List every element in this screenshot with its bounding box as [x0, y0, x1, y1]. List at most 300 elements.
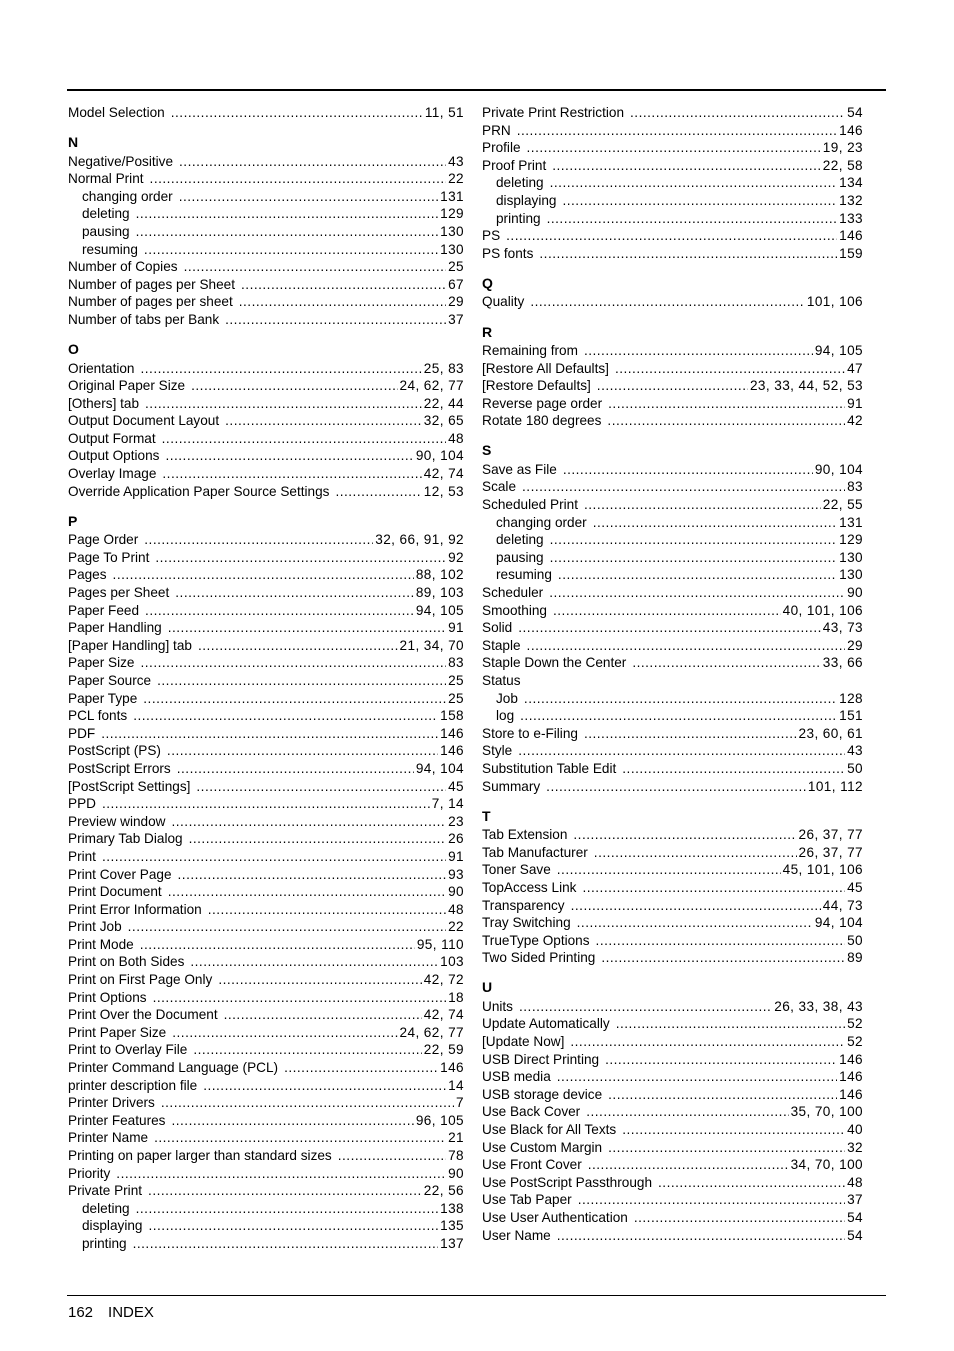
page-reference: 22, 44 — [423, 395, 464, 411]
index-term: Number of Copies — [68, 259, 178, 275]
index-term: Printing on paper larger than standard sizes — [68, 1148, 332, 1164]
dot-leader — [179, 153, 446, 171]
index-entry — [68, 742, 464, 760]
index-subentry — [68, 1235, 464, 1253]
bottom-rule — [67, 1295, 886, 1296]
index-entry — [482, 725, 863, 743]
index-term: Substitution Table Edit — [482, 760, 617, 776]
index-entry — [68, 1094, 464, 1112]
dot-leader — [539, 245, 837, 263]
page-reference: 133 — [839, 210, 863, 226]
index-term: Paper Size — [68, 655, 135, 671]
index-entry — [68, 883, 464, 901]
index-term: printing — [82, 1235, 127, 1251]
dot-leader — [101, 725, 438, 743]
index-entry — [68, 1077, 464, 1095]
index-entry — [68, 311, 464, 329]
index-entry — [482, 104, 863, 122]
page-reference: 48 — [448, 430, 464, 446]
index-term: [Update Now] — [482, 1034, 565, 1050]
page-reference: 23, 33, 44, 52, 53 — [749, 378, 863, 394]
index-entry — [68, 447, 464, 465]
index-entry — [482, 619, 863, 637]
index-entry — [68, 901, 464, 919]
dot-leader — [335, 483, 421, 501]
page-reference: 42, 74 — [423, 1007, 464, 1023]
dot-leader — [167, 742, 438, 760]
page-reference: 26, 33, 38, 43 — [774, 998, 863, 1014]
dot-leader — [596, 932, 846, 950]
dot-leader — [552, 157, 821, 175]
index-term: Override Application Paper Source Settings — [68, 483, 330, 499]
dot-leader — [608, 1086, 837, 1104]
dot-leader — [102, 795, 430, 813]
index-term: Print Paper Size — [68, 1024, 167, 1040]
index-entry — [482, 461, 863, 479]
index-entry — [68, 483, 464, 501]
index-term: Remaining from — [482, 342, 578, 358]
index-term: Tray Switching — [482, 915, 571, 931]
index-entry — [68, 813, 464, 831]
index-term: Preview window — [68, 813, 166, 829]
index-term: deleting — [82, 1200, 130, 1216]
index-term: Use Back Cover — [482, 1104, 581, 1120]
page-reference: 90, 104 — [814, 461, 863, 477]
index-subentry — [482, 174, 863, 192]
index-term: Tab Extension — [482, 827, 568, 843]
index-term: Summary — [482, 778, 541, 794]
dot-leader — [168, 619, 446, 637]
index-entry — [68, 672, 464, 690]
index-entry — [482, 1051, 863, 1069]
index-entry — [68, 1041, 464, 1059]
index-term: Tab Manufacturer — [482, 844, 588, 860]
index-entry — [482, 914, 863, 932]
page-reference: 22, 55 — [822, 497, 863, 513]
dot-leader — [157, 672, 446, 690]
dot-leader — [582, 879, 845, 897]
dot-leader — [616, 1015, 845, 1033]
index-entry — [68, 830, 464, 848]
page-reference: 135 — [440, 1218, 464, 1234]
dot-leader — [607, 412, 845, 430]
index-term: Smoothing — [482, 602, 547, 618]
dot-leader — [128, 918, 446, 936]
page-reference: 44, 73 — [822, 897, 863, 913]
dot-leader — [133, 707, 438, 725]
index-term: Output Document Layout — [68, 413, 220, 429]
dot-leader — [608, 1139, 845, 1157]
dot-leader — [338, 1147, 446, 1165]
dot-leader — [144, 241, 438, 259]
index-term: Profile — [482, 140, 521, 156]
dot-leader — [577, 914, 813, 932]
index-entry — [482, 998, 863, 1016]
page-reference: 45 — [847, 879, 863, 895]
index-entry — [68, 953, 464, 971]
index-term: Page To Print — [68, 549, 150, 565]
index-term: Private Print — [68, 1183, 143, 1199]
index-term: Transparency — [482, 897, 565, 913]
index-entry — [68, 1129, 464, 1147]
index-entry — [68, 531, 464, 549]
dot-leader — [198, 637, 398, 655]
index-term: Scale — [482, 479, 517, 495]
page-reference: 130 — [440, 241, 464, 257]
index-term: Staple Down the Center — [482, 655, 627, 671]
index-entry — [482, 139, 863, 157]
index-entry — [68, 602, 464, 620]
dot-leader — [557, 1068, 837, 1086]
dot-leader — [145, 602, 414, 620]
page-reference: 130 — [440, 223, 464, 239]
dot-leader — [518, 619, 821, 637]
page-reference: 42 — [847, 413, 863, 429]
index-entry — [68, 619, 464, 637]
page-reference: 47 — [847, 360, 863, 376]
page-reference: 129 — [839, 532, 863, 548]
index-term: Output Options — [68, 448, 160, 464]
dot-leader — [527, 139, 821, 157]
index-entry — [68, 1182, 464, 1200]
index-entry — [68, 1112, 464, 1130]
page-reference: 26, 37, 77 — [798, 827, 863, 843]
page-reference: 83 — [847, 479, 863, 495]
index-term: Negative/Positive — [68, 153, 174, 169]
dot-leader — [148, 1217, 438, 1235]
index-entry — [482, 654, 863, 672]
dot-leader — [557, 1227, 845, 1245]
index-entry — [68, 989, 464, 1007]
index-letter-heading: U — [482, 979, 493, 996]
dot-leader — [171, 1112, 413, 1130]
dot-leader — [578, 1191, 845, 1209]
dot-leader — [175, 584, 414, 602]
dot-leader — [634, 1209, 845, 1227]
index-entry — [68, 1006, 464, 1024]
dot-leader — [184, 258, 447, 276]
index-letter-heading: O — [68, 341, 79, 358]
dot-leader — [224, 1006, 422, 1024]
dot-leader — [133, 1235, 439, 1253]
index-term: Use PostScript Passthrough — [482, 1174, 653, 1190]
index-term: Use Custom Margin — [482, 1139, 603, 1155]
dot-leader — [179, 188, 438, 206]
dot-leader — [193, 1041, 421, 1059]
index-entry — [68, 1147, 464, 1165]
page-reference: 151 — [839, 708, 863, 724]
dot-leader — [136, 205, 438, 223]
index-subentry — [68, 205, 464, 223]
index-term: deleting — [82, 206, 130, 222]
index-letter-heading: P — [68, 512, 78, 529]
index-letter-heading: S — [482, 442, 492, 459]
page-reference: 90, 104 — [415, 448, 464, 464]
index-term: Two Sided Printing — [482, 950, 596, 966]
page-reference: 131 — [440, 188, 464, 204]
dot-leader — [519, 998, 772, 1016]
index-term: changing order — [496, 514, 587, 530]
page-reference: 89 — [847, 950, 863, 966]
index-term: Number of tabs per Bank — [68, 311, 220, 327]
index-term: Page Order — [68, 532, 139, 548]
index-term: Paper Feed — [68, 602, 140, 618]
index-entry — [68, 465, 464, 483]
page-reference: 146 — [839, 122, 863, 138]
dot-leader — [241, 276, 446, 294]
index-term: Pages — [68, 567, 107, 583]
index-entry — [68, 654, 464, 672]
page-reference: 131 — [839, 514, 863, 530]
index-subentry — [482, 690, 863, 708]
index-entry — [482, 1121, 863, 1139]
dot-leader — [550, 174, 837, 192]
index-entry — [68, 293, 464, 311]
page-reference: 25 — [448, 672, 464, 688]
page-reference: 48 — [847, 1174, 863, 1190]
dot-leader — [162, 430, 446, 448]
index-entry — [68, 795, 464, 813]
index-term: resuming — [82, 241, 138, 257]
page-reference: 90 — [847, 585, 863, 601]
index-subentry — [482, 531, 863, 549]
dot-leader — [605, 1051, 837, 1069]
index-term: PS — [482, 228, 501, 244]
page-reference: 92 — [448, 549, 464, 565]
page-reference: 90 — [448, 1165, 464, 1181]
page-reference: 146 — [839, 1051, 863, 1067]
index-subentry — [482, 549, 863, 567]
index-term: PS fonts — [482, 245, 534, 261]
index-term: Original Paper Size — [68, 378, 186, 394]
index-term: [Restore Defaults] — [482, 378, 591, 394]
index-entry — [68, 971, 464, 989]
page-reference: 29 — [847, 637, 863, 653]
dot-leader — [161, 1094, 454, 1112]
index-entry — [68, 1024, 464, 1042]
index-entry — [68, 725, 464, 743]
dot-leader — [177, 760, 414, 778]
page-reference: 94, 104 — [814, 915, 863, 931]
dot-leader — [658, 1174, 845, 1192]
dot-leader — [162, 465, 421, 483]
page-reference: 29 — [448, 294, 464, 310]
dot-leader — [203, 1077, 446, 1095]
page-reference: 134 — [839, 175, 863, 191]
page-reference: 91 — [448, 620, 464, 636]
index-term: USB media — [482, 1069, 551, 1085]
dot-leader — [225, 412, 422, 430]
index-term: Update Automatically — [482, 1016, 610, 1032]
page-reference: 130 — [839, 549, 863, 565]
index-term: Print to Overlay File — [68, 1042, 188, 1058]
index-term: Use Front Cover — [482, 1157, 582, 1173]
page-reference: 54 — [847, 1209, 863, 1225]
index-term: Normal Print — [68, 171, 144, 187]
dot-leader — [178, 866, 447, 884]
index-term: Print on Both Sides — [68, 954, 185, 970]
dot-leader — [116, 1165, 446, 1183]
page-reference: 94, 105 — [814, 342, 863, 358]
dot-leader — [141, 360, 422, 378]
index-entry — [482, 395, 863, 413]
index-term: log — [496, 708, 515, 724]
index-column-right — [482, 104, 863, 1244]
page-reference: 96, 105 — [415, 1112, 464, 1128]
index-term: Print Error Information — [68, 901, 202, 917]
index-term: USB storage device — [482, 1086, 603, 1102]
page-reference: 90 — [448, 884, 464, 900]
index-term: Use Black for All Texts — [482, 1122, 617, 1138]
index-entry — [482, 1227, 863, 1245]
index-entry — [482, 1103, 863, 1121]
page-reference: 101, 112 — [807, 778, 863, 794]
dot-leader — [144, 531, 373, 549]
page-reference: 14 — [448, 1077, 464, 1093]
dot-leader — [522, 478, 845, 496]
dot-leader — [218, 971, 421, 989]
index-term: [Paper Handling] tab — [68, 637, 192, 653]
index-entry — [68, 549, 464, 567]
index-term: Print Mode — [68, 936, 134, 952]
page-reference: 35, 70, 100 — [790, 1104, 863, 1120]
index-term: Rotate 180 degrees — [482, 413, 602, 429]
page-reference: 18 — [448, 989, 464, 1005]
index-term: Print on First Page Only — [68, 972, 213, 988]
index-term: Paper Handling — [68, 620, 162, 636]
index-entry — [482, 637, 863, 655]
index-entry — [482, 760, 863, 778]
index-entry — [482, 1174, 863, 1192]
page-reference: 26 — [448, 831, 464, 847]
index-entry — [482, 1068, 863, 1086]
index-entry — [482, 122, 863, 140]
page-reference: 25, 83 — [423, 360, 464, 376]
index-term: Printer Name — [68, 1130, 149, 1146]
index-entry — [482, 157, 863, 175]
index-term: Priority — [68, 1165, 111, 1181]
index-term: Model Selection — [68, 105, 165, 120]
dot-leader — [171, 104, 423, 122]
page-reference: 40 — [847, 1122, 863, 1138]
index-entry — [482, 861, 863, 879]
page-reference: 33, 66 — [822, 655, 863, 671]
index-term: Units — [482, 998, 513, 1014]
index-term: Style — [482, 743, 513, 759]
page-reference: 130 — [839, 567, 863, 583]
dot-leader — [524, 690, 837, 708]
index-entry — [482, 377, 863, 395]
index-entry — [482, 1086, 863, 1104]
index-entry — [482, 478, 863, 496]
index-entry — [68, 104, 464, 122]
dot-leader — [518, 742, 845, 760]
index-term: Use Tab Paper — [482, 1192, 572, 1208]
index-entry — [482, 1033, 863, 1051]
index-entry — [482, 672, 863, 690]
index-letter-heading: Q — [482, 274, 493, 291]
dot-leader — [630, 104, 845, 122]
dot-leader — [148, 1182, 422, 1200]
index-subentry — [482, 210, 863, 228]
index-term: [Restore All Defaults] — [482, 360, 609, 376]
page-reference: 45, 101, 106 — [782, 862, 863, 878]
index-term: PRN — [482, 122, 511, 138]
index-entry — [68, 1165, 464, 1183]
index-entry — [482, 245, 863, 263]
dot-leader — [550, 549, 837, 567]
index-term: Private Print Restriction — [482, 105, 625, 120]
index-term: Print Document — [68, 884, 162, 900]
index-entry — [482, 1139, 863, 1157]
index-term: Number of pages per sheet — [68, 294, 233, 310]
index-term: Primary Tab Dialog — [68, 831, 183, 847]
page-reference: 43, 73 — [822, 620, 863, 636]
page-reference: 50 — [847, 932, 863, 948]
page-reference: 40, 101, 106 — [782, 602, 863, 618]
index-entry — [68, 377, 464, 395]
dot-leader — [145, 395, 422, 413]
dot-leader — [143, 690, 446, 708]
page-reference: 146 — [440, 743, 464, 759]
page-reference: 21 — [448, 1130, 464, 1146]
dot-leader — [573, 826, 796, 844]
index-entry — [68, 584, 464, 602]
dot-leader — [553, 602, 781, 620]
index-column-left — [68, 104, 464, 1253]
dot-leader — [155, 549, 446, 567]
index-term: displaying — [82, 1218, 143, 1234]
dot-leader — [189, 830, 446, 848]
dot-leader — [136, 1200, 438, 1218]
page-reference: 37 — [448, 311, 464, 327]
dot-leader — [140, 936, 415, 954]
index-entry — [482, 932, 863, 950]
dot-leader — [530, 293, 805, 311]
index-term: PDF — [68, 725, 96, 741]
page-reference: 48 — [448, 901, 464, 917]
dot-leader — [594, 844, 797, 862]
index-entry — [482, 342, 863, 360]
dot-leader — [172, 1024, 397, 1042]
dot-leader — [563, 461, 813, 479]
index-letter-heading: N — [68, 134, 79, 151]
page-reference: 42, 72 — [423, 972, 464, 988]
page-reference: 138 — [440, 1200, 464, 1216]
index-entry — [68, 637, 464, 655]
page-reference: 93 — [448, 866, 464, 882]
page-reference: 7 — [456, 1095, 464, 1111]
dot-leader — [190, 953, 438, 971]
index-term: PostScript Errors — [68, 760, 171, 776]
index-term: Output Format — [68, 430, 156, 446]
index-term: PostScript (PS) — [68, 743, 161, 759]
dot-leader — [208, 901, 446, 919]
index-term: Number of pages per Sheet — [68, 276, 236, 292]
index-term: Printer Drivers — [68, 1095, 155, 1111]
page-reference: 24, 62, 77 — [399, 378, 464, 394]
dot-leader — [593, 514, 837, 532]
page-reference: 22 — [448, 171, 464, 187]
index-subentry — [482, 707, 863, 725]
index-term: Toner Save — [482, 862, 551, 878]
page-reference: 42, 74 — [423, 466, 464, 482]
page-reference: 7, 14 — [431, 796, 464, 812]
index-entry — [482, 742, 863, 760]
dot-leader — [622, 760, 845, 778]
dot-leader — [550, 531, 837, 549]
page-reference: 78 — [448, 1148, 464, 1164]
